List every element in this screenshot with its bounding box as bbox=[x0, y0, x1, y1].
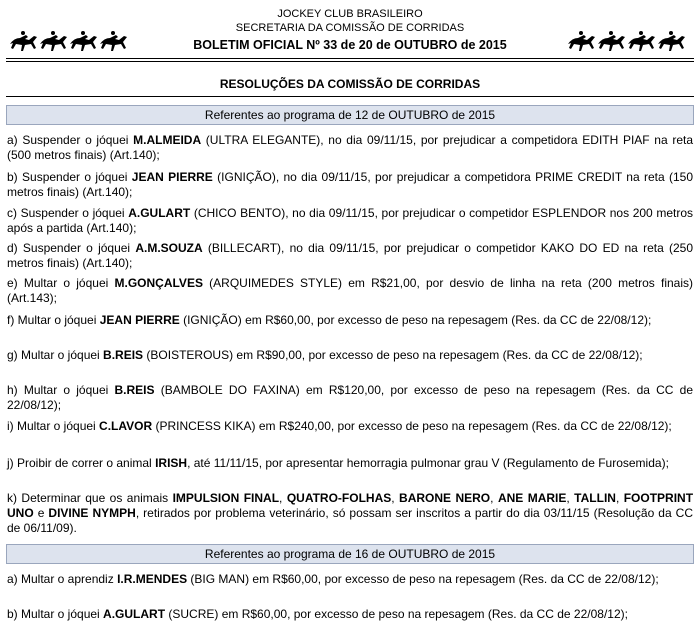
resolution-item-e: e) Multar o jóquei M.GONÇALVES (ARQUIMEDES STYLE) em R$21,00, por desvio de linha na reta (200 metros finais) (Art.143); bbox=[7, 276, 694, 305]
resolution-item-d: d) Suspender o jóquei A.M.SOUZA (BILLECART), no dia 09/11/15, por prejudicar o competidor KAKO DO ED na reta (250 metros finais) (Art.140); bbox=[7, 241, 694, 270]
resolution-item-j: j) Proibir de correr o animal IRISH, até 11/11/15, por apresentar hemorragia pulmonar grau V (Regulamento de Furosemida); bbox=[7, 456, 669, 470]
resolution-item-b: b) Suspender o jóquei JEAN PIERRE (IGNIÇÃO), no dia 09/11/15, por prejudicar a competidora PRIME CREDIT na reta (150 metros finais) (Art.140); bbox=[7, 170, 693, 199]
org-name: JOCKEY CLUB BRASILEIRO bbox=[277, 8, 423, 20]
bulletin-title: BOLETIM OFICIAL Nº 33 de 20 de OUTUBRO de 2015 bbox=[193, 38, 507, 52]
resolution-item-a: a) Suspender o jóquei M.ALMEIDA (ULTRA ELEGANTE), no dia 09/11/15, por prejudicar a competidora EDITH PIAF na reta (500 metros finais) (Art.140); bbox=[7, 133, 694, 162]
resolution-item-k: k) Determinar que os animais IMPULSION FINAL, QUATRO-FOLHAS, BARONE NERO, ANE MARIE, TALLIN, FOOTPRINT UNO e DIVINE NYMPH, retirados por problema veterinário, só possam ser inscritos a partir do dia 03/11/15 (Resolução da CC de 06/11/09). bbox=[7, 491, 694, 535]
resolution-item-i: i) Multar o jóquei C.LAVOR (PRINCESS KIKA) em R$240,00, por excesso de peso na repesagem (Res. da CC de 22/08/12); bbox=[7, 419, 672, 433]
racehorses-icon bbox=[564, 26, 694, 52]
resolution-item-h: h) Multar o jóquei B.REIS (BAMBOLE DO FAXINA) em R$120,00, por excesso de peso na repesagem (Res. da CC de 22/08/12); bbox=[7, 383, 694, 412]
header-divider bbox=[6, 58, 694, 59]
resolution-item-b2: b) Multar o jóquei A.GULART (SUCRE) em R$60,00, por excesso de peso na repesagem (Res. da CC de 22/08/12); bbox=[7, 607, 628, 621]
section-divider bbox=[6, 96, 694, 97]
resolution-item-g: g) Multar o jóquei B.REIS (BOISTEROUS) em R$90,00, por excesso de peso na repesagem (Res. da CC de 22/08/12); bbox=[7, 348, 643, 362]
resolution-item-a2: a) Multar o aprendiz I.R.MENDES (BIG MAN) em R$60,00, por excesso de peso na repesagem (Res. da CC de 22/08/12); bbox=[7, 572, 659, 586]
resolution-item-c: c) Suspender o jóquei A.GULART (CHICO BENTO), no dia 09/11/15, por prejudicar o competidor ESPLENDOR nos 200 metros após a partida (Art.140); bbox=[7, 206, 694, 235]
bulletin-header bbox=[0, 0, 700, 60]
department-name: SECRETARIA DA COMISSÃO DE CORRIDAS bbox=[235, 22, 465, 34]
program-band-12-october: Referentes ao programa de 12 de OUTUBRO de 2015 bbox=[6, 105, 694, 125]
program-band-16-october: Referentes ao programa de 16 de OUTUBRO de 2015 bbox=[6, 544, 694, 564]
resolution-item-f: f) Multar o jóquei JEAN PIERRE (IGNIÇÃO) em R$60,00, por excesso de peso na repesagem (Res. da CC de 22/08/12); bbox=[7, 313, 652, 327]
header-divider bbox=[6, 61, 694, 62]
section-title: RESOLUÇÕES DA COMISSÃO DE CORRIDAS bbox=[219, 77, 481, 91]
